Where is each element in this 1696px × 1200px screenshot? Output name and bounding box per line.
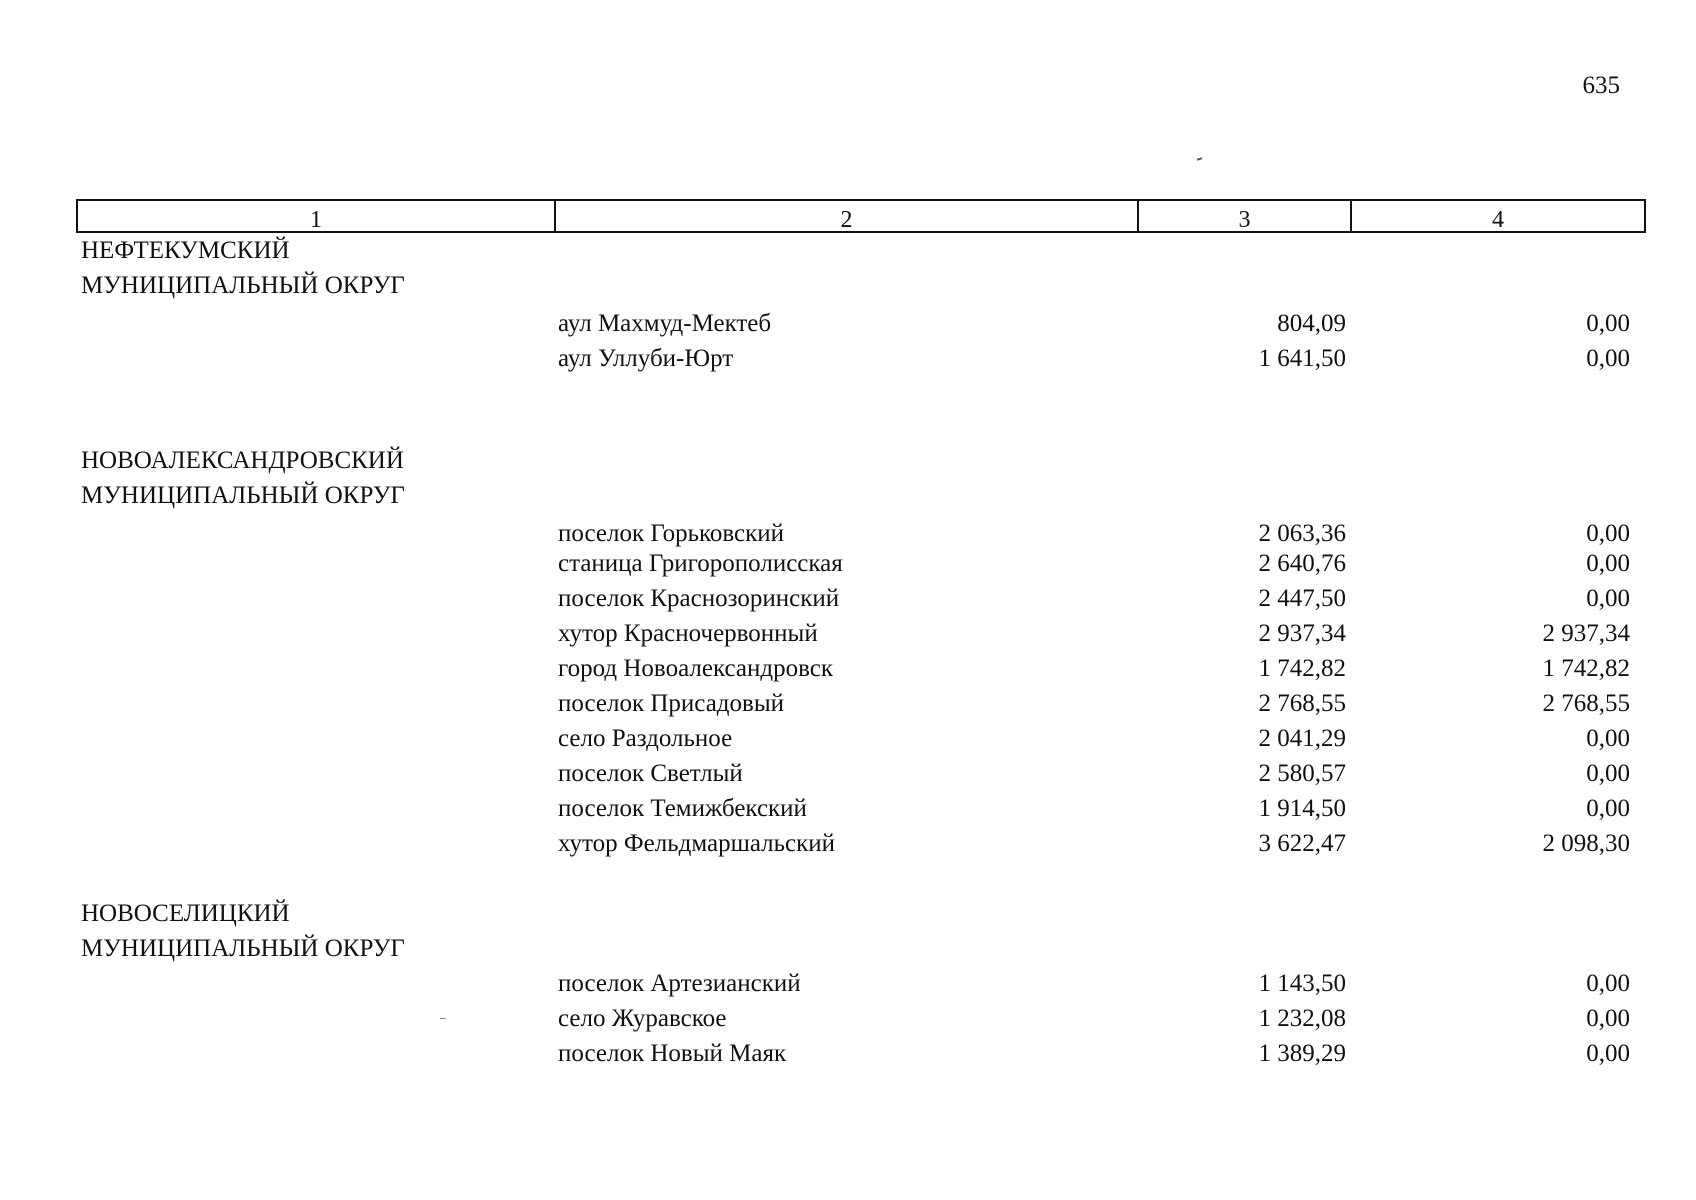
table-row [0,517,1696,551]
settlement-name: поселок Горьковский [558,520,785,547]
value-col3: 3 622,47 [1258,830,1346,857]
table-row [0,582,1696,616]
value-col4: 0,00 [1586,725,1630,752]
table-row [0,757,1696,791]
settlement-name: город Новоалександровск [558,655,833,682]
district-heading [0,269,1696,303]
settlement-name: поселок Темижбекский [558,795,807,822]
table-row [0,307,1696,341]
district-heading [0,444,1696,478]
value-col3: 2 447,50 [1258,585,1346,612]
value-col3: 2 041,29 [1258,725,1346,752]
settlement-name: поселок Артезианский [558,970,801,997]
settlement-name: станица Григорополисская [558,550,843,577]
settlement-name: поселок Новый Маяк [558,1040,787,1067]
column-header-1: 1 [78,201,556,231]
value-col3: 1 232,08 [1258,1005,1346,1032]
value-col4: 2 768,55 [1542,690,1630,717]
value-col3: 804,09 [1277,310,1346,337]
district-heading [0,479,1696,513]
settlement-name: аул Уллуби-Юрт [558,345,734,372]
value-col4: 0,00 [1586,585,1630,612]
table-row [0,792,1696,826]
value-col4: 2 098,30 [1542,830,1630,857]
district-name-line2: МУНИЦИПАЛЬНЫЙ ОКРУГ [81,482,405,509]
table-row [0,1037,1696,1071]
column-header-4: 4 [1492,207,1504,233]
settlement-name: поселок Присадовый [558,690,785,717]
column-header-row [76,199,1646,233]
value-col3: 2 768,55 [1258,690,1346,717]
value-col3: 1 143,50 [1258,970,1346,997]
value-col4: 0,00 [1586,760,1630,787]
column-header-3: 3 [1139,201,1352,231]
table-row [0,967,1696,1001]
value-col4: 2 937,34 [1542,620,1630,647]
value-col3: 1 641,50 [1258,345,1346,372]
settlement-name: аул Махмуд-Мектеб [558,310,772,337]
district-heading [0,932,1696,966]
settlement-name: хутор Фельдмаршальский [558,830,836,857]
settlement-name: село Раздольное [558,725,733,752]
value-col4: 0,00 [1586,1040,1630,1067]
district-heading [0,234,1696,268]
page-number: 635 [1582,72,1620,99]
value-col3: 2 937,34 [1258,620,1346,647]
table-row [0,342,1696,376]
value-col3: 2 640,76 [1258,550,1346,577]
district-name-line1: НОВОСЕЛИЦКИЙ [81,900,290,927]
district-heading [0,897,1696,931]
value-col4: 0,00 [1586,310,1630,337]
table-row [0,547,1696,581]
value-col4: 0,00 [1586,520,1630,547]
table-row [0,1002,1696,1036]
settlement-name: поселок Краснозоринский [558,585,840,612]
table-row [0,617,1696,651]
value-col3: 1 914,50 [1258,795,1346,822]
value-col4: 0,00 [1586,970,1630,997]
value-col3: 2 580,57 [1258,760,1346,787]
table-row [0,827,1696,861]
value-col4: 1 742,82 [1542,655,1630,682]
settlement-name: хутор Красночервонный [558,620,818,647]
settlement-name: поселок Светлый [558,760,743,787]
district-name-line2: МУНИЦИПАЛЬНЫЙ ОКРУГ [81,272,405,299]
value-col4: 0,00 [1586,345,1630,372]
settlement-name: село Журавское [558,1005,727,1032]
value-col3: 2 063,36 [1258,520,1346,547]
table-row [0,687,1696,721]
district-name-line1: НЕФТЕКУМСКИЙ [81,237,290,264]
table-row [0,652,1696,686]
value-col3: 1 742,82 [1258,655,1346,682]
value-col4: 0,00 [1586,550,1630,577]
district-name-line1: НОВОАЛЕКСАНДРОВСКИЙ [81,447,404,474]
table-row [0,722,1696,756]
column-header-2: 2 [556,201,1139,231]
value-col3: 1 389,29 [1258,1040,1346,1067]
scan-speck [1197,157,1202,161]
value-col4: 0,00 [1586,795,1630,822]
value-col4: 0,00 [1586,1005,1630,1032]
district-name-line2: МУНИЦИПАЛЬНЫЙ ОКРУГ [81,935,405,962]
